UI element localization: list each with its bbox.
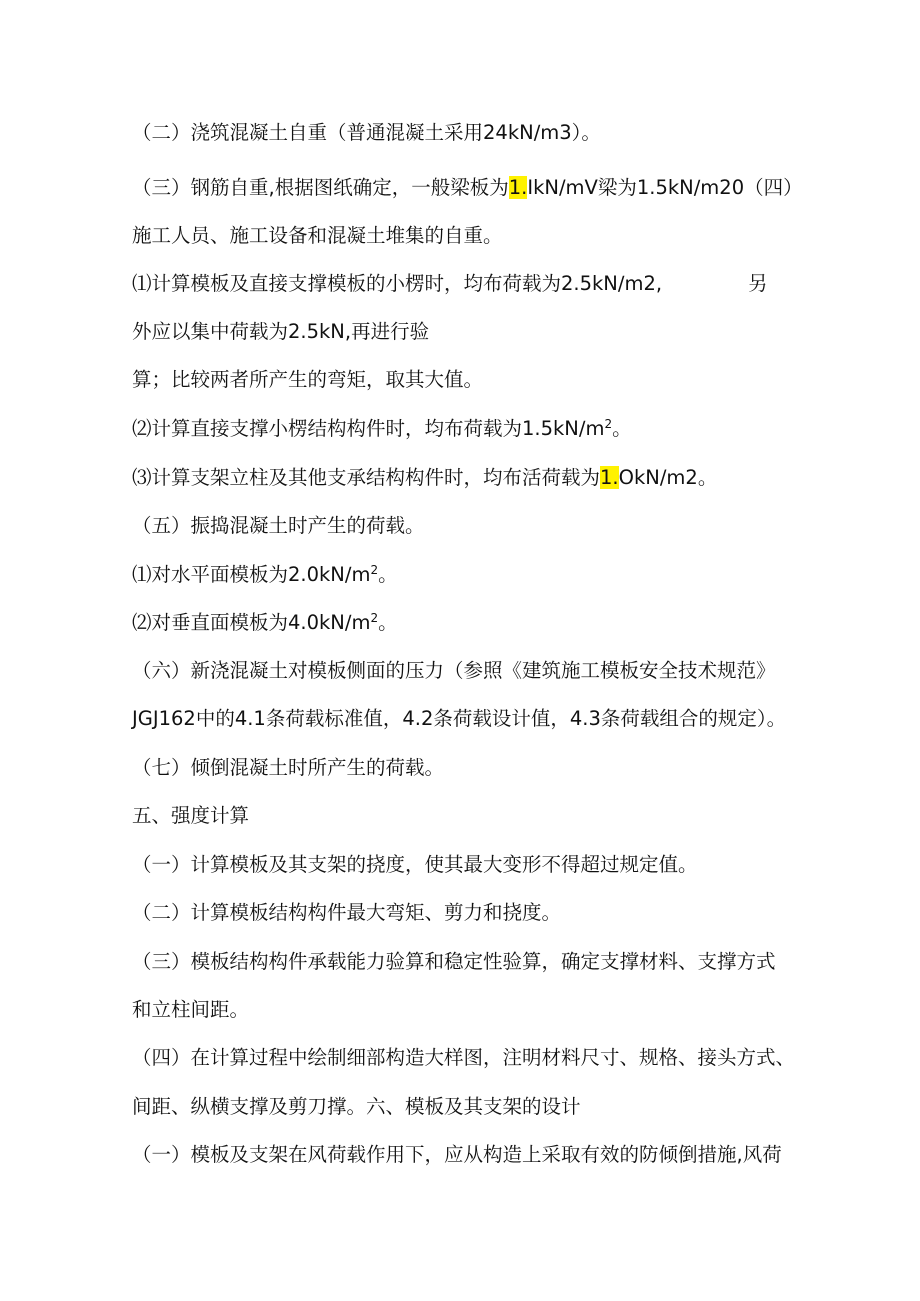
text-line-18 [132,948,776,976]
text-line-6 [132,366,483,394]
text-line-17 [132,899,561,927]
line-17-text: （二）计算模板结构构件最大弯矩、剪力和挠度。 [132,901,562,924]
line-3-text: 施工人员、施工设备和混凝土堆集的自重。 [132,224,503,247]
text-line-10 [132,561,398,589]
line-11-text-a: ⑵对垂直面模板为4.0kN∕m [132,611,371,634]
text-line-13 [132,705,786,733]
line-13-text: JGJ162中的4.1条荷载标准值，4.2条荷载设计值，4.3条荷载组合的规定）。 [132,707,787,730]
superscript: 2 [604,417,613,431]
text-line-20 [132,1044,795,1072]
text-line-2 [132,174,803,202]
text-line-19 [132,996,249,1024]
line-5-text: 外应以集中荷载为2.5kN,再进行验 [132,320,430,343]
text-line-8 [132,464,717,492]
line-18-text: （三）模板结构构件承载能力验算和稳定性验算，确定支撑材料、支撑方式 [132,950,776,973]
line-21-text: 间距、纵横支撑及剪刀撑。六、模板及其支架的设计 [132,1095,581,1118]
text-line-5 [132,318,429,346]
line-1-text: （二）浇筑混凝土自重（普通混凝土采用24kN∕m3）。 [132,121,601,144]
text-line-16 [132,851,698,879]
line-4-text-b: 另 [748,272,768,295]
text-line-9 [132,512,425,540]
line-8-text-a: ⑶计算支架立柱及其他支承结构构件时，均布活荷载为 [132,466,601,489]
line-7-text-b: 。 [612,417,632,440]
text-line-3 [132,222,503,250]
text-line-22 [132,1141,782,1169]
text-line-21 [132,1093,581,1121]
section-heading-5 [132,802,249,830]
line-10-text-b: 。 [378,563,398,586]
text-line-12 [132,657,776,685]
text-line-11 [132,609,398,637]
line-16-text: （一）计算模板及其支架的挠度，使其最大变形不得超过规定值。 [132,853,698,876]
line-19-text: 和立柱间距。 [132,998,250,1021]
line-11-text-b: 。 [378,611,398,634]
line-15-text: 五、强度计算 [132,804,250,827]
line-6-text: 算；比较两者所产生的弯矩，取其大值。 [132,368,484,391]
line-2-text-a: （三）钢筋自重,根据图纸确定，一般梁板为 [132,176,509,199]
line-8-text-b: OkN/m2。 [618,466,718,489]
text-line-7 [132,415,632,443]
line-10-text-a: ⑴对水平面模板为2.0kN∕m [132,563,371,586]
highlight-mark: 1. [508,176,528,199]
line-7-text-a: ⑵计算直接支撑小楞结构构件时，均布荷载为1.5kN∕m [132,417,605,440]
text-line-14 [132,754,444,782]
line-22-text: （一）模板及支架在风荷载作用下，应从构造上采取有效的防倾倒措施,风荷 [132,1143,782,1166]
line-4-text-a: ⑴计算模板及直接支撑模板的小楞时，均布荷载为2.5kN∕m2, [132,272,663,295]
line-14-text: （七）倾倒混凝土时所产生的荷载。 [132,756,445,779]
line-20-text: （四）在计算过程中绘制细部构造大样图，注明材料尺寸、规格、接头方式、 [132,1046,796,1069]
superscript: 2 [370,611,379,625]
superscript: 2 [370,563,379,577]
line-9-text: （五）振捣混凝土时产生的荷载。 [132,514,425,537]
line-2-text-b: IkN/mV梁为1.5kN∕m20（四） [527,176,803,199]
highlight-mark: 1. [600,466,619,489]
line-12-text: （六）新浇混凝土对模板侧面的压力（参照《建筑施工模板安全技术规范》 [132,659,776,682]
text-line-1 [132,119,601,147]
text-line-4 [132,270,768,298]
